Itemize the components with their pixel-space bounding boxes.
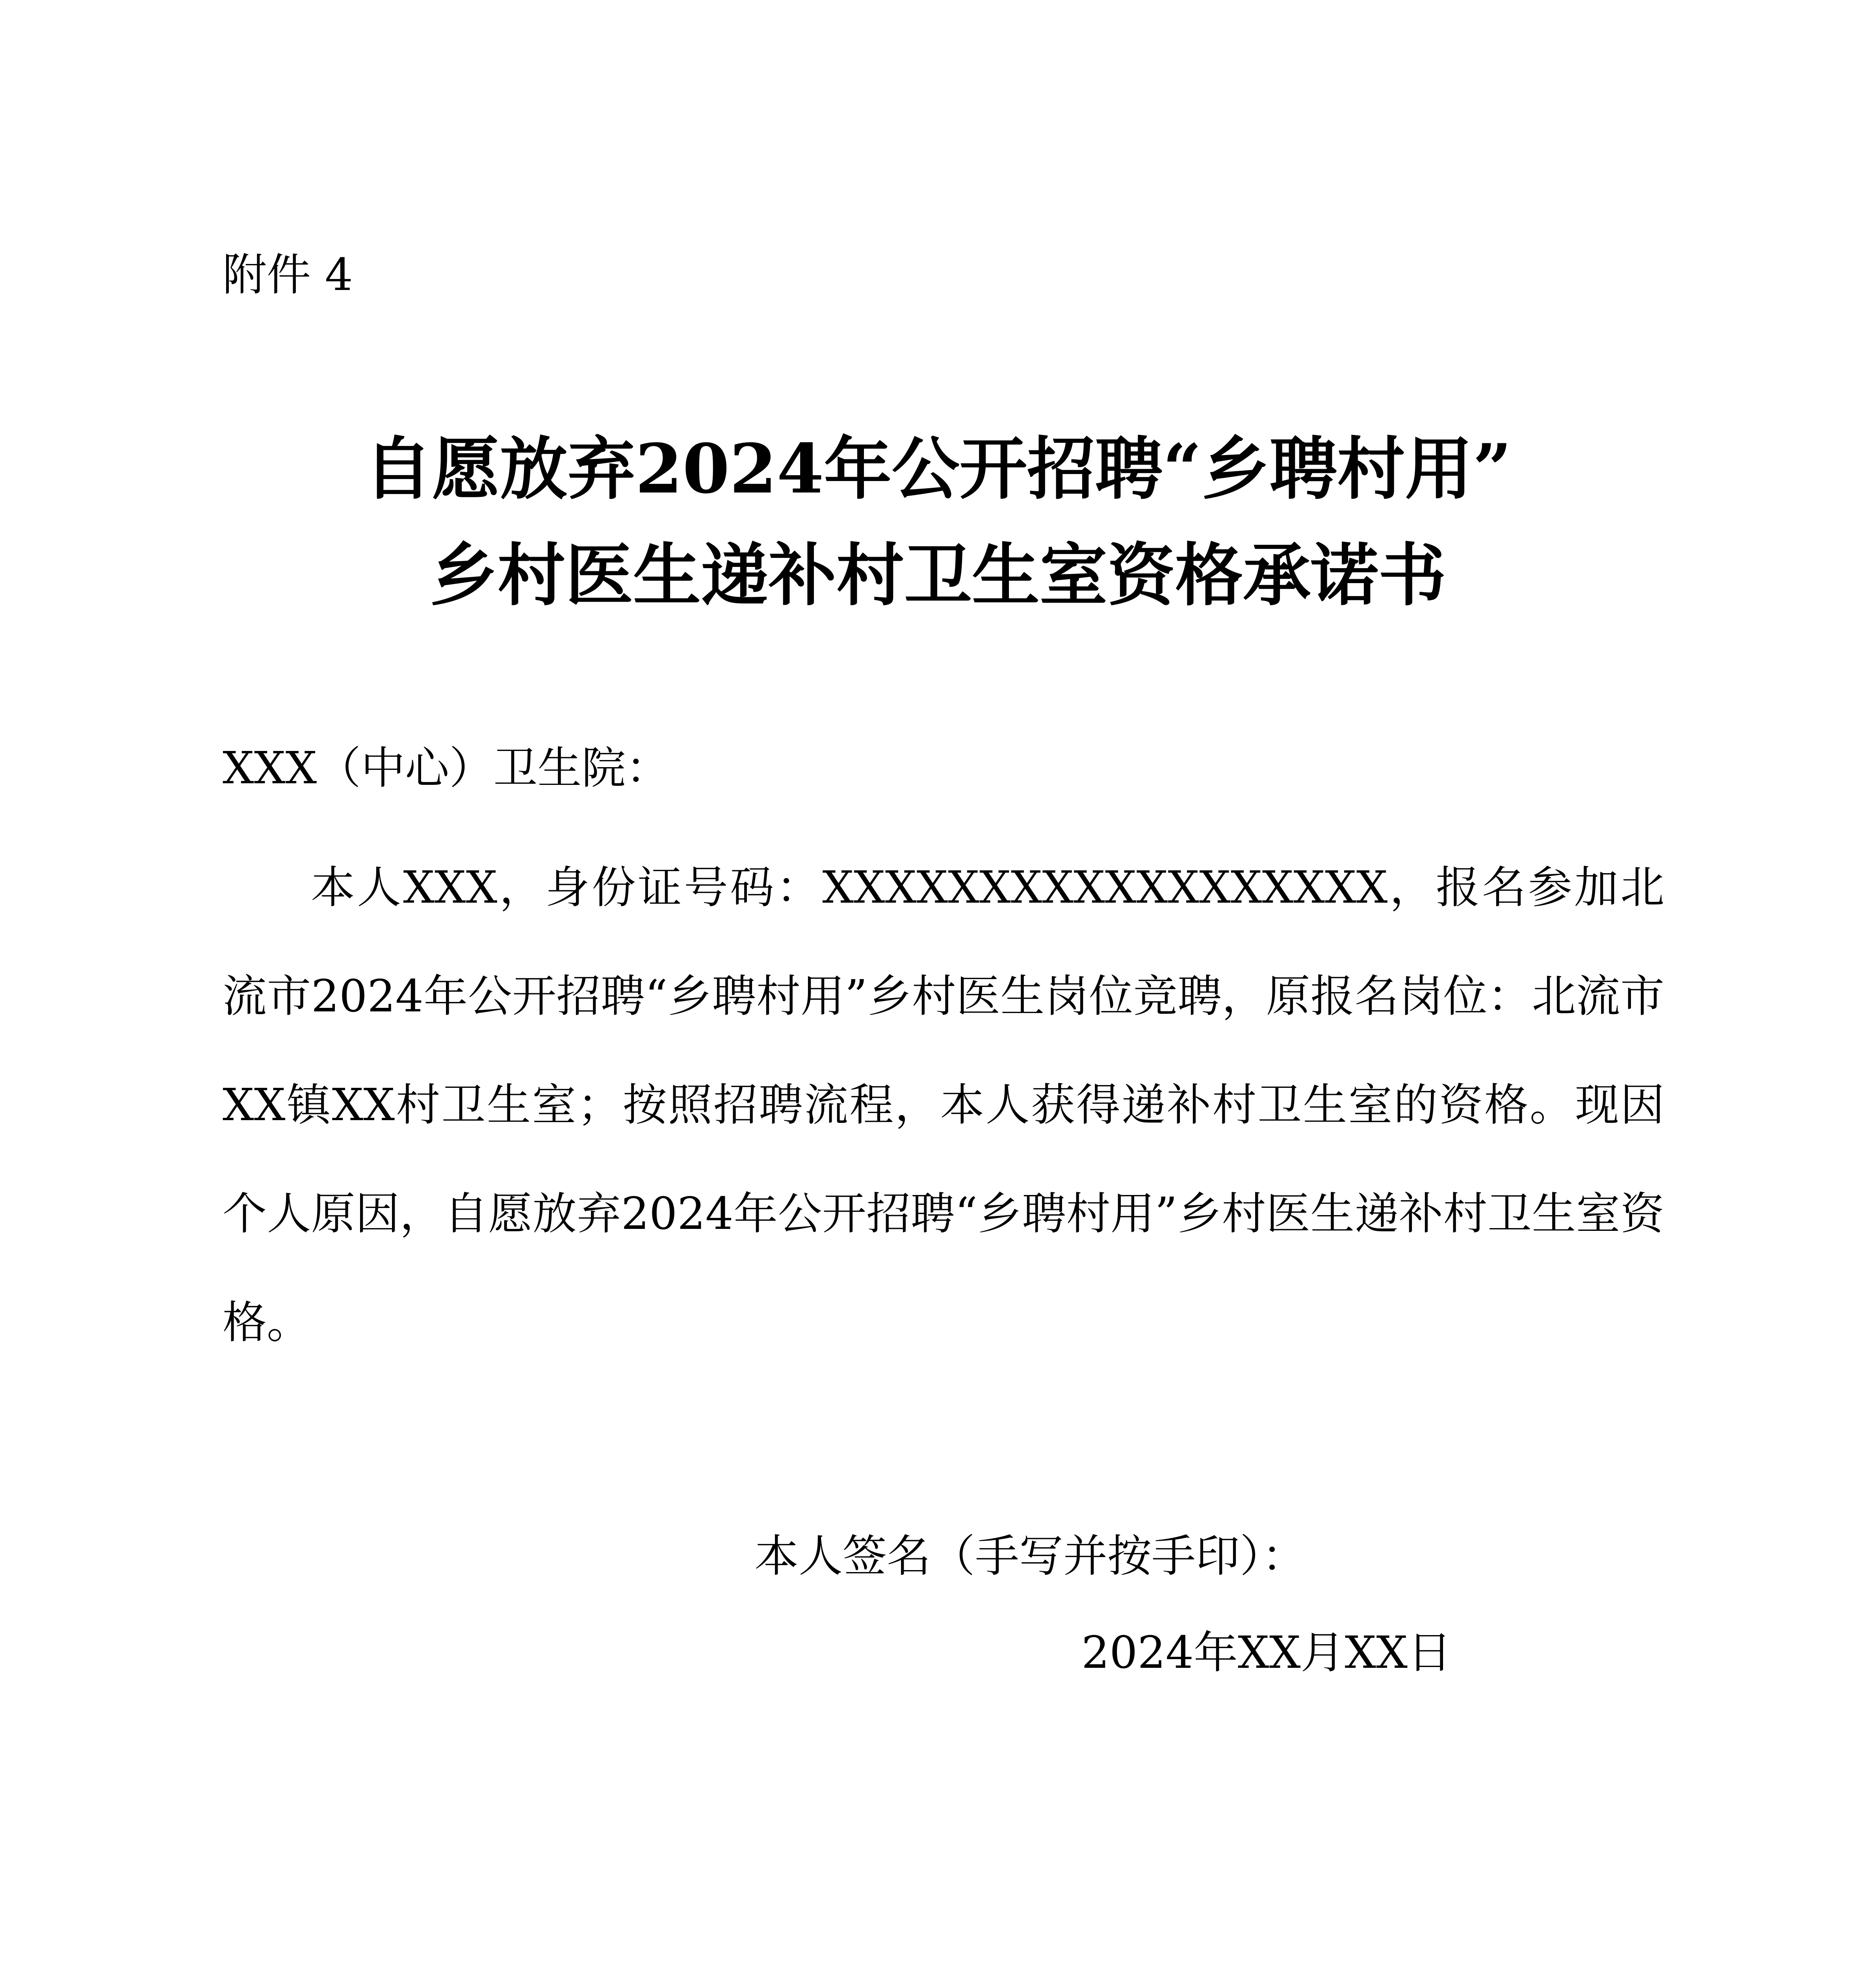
salutation: XXX（中心）卫生院： [223,743,670,794]
document-title-line-1: 自愿放弃2024年公开招聘“乡聘村用” [364,429,1512,509]
attachment-label: 附件 4 [223,249,353,301]
document-title-line-2: 乡村医生递补村卫生室资格承诺书 [430,535,1446,615]
body-paragraph: 本人XXX，身份证号码：XXXXXXXXXXXXXXXXXX，报名参加北流市2024年公开招聘“乡聘村用”乡村医生岗位竞聘，原报名岗位：北流市XX镇XX村卫生室；按照招聘流程，本人获得递补村卫生室的资格。现因个人原因，自愿放弃2024年公开招聘“乡聘村用”乡村医生递补村卫生室资格。 [223,862,1664,1348]
signature-label: 本人签名（手写并按手印）： [754,1531,1306,1582]
date-line: 2024年XX月XX日 [1081,1627,1452,1678]
